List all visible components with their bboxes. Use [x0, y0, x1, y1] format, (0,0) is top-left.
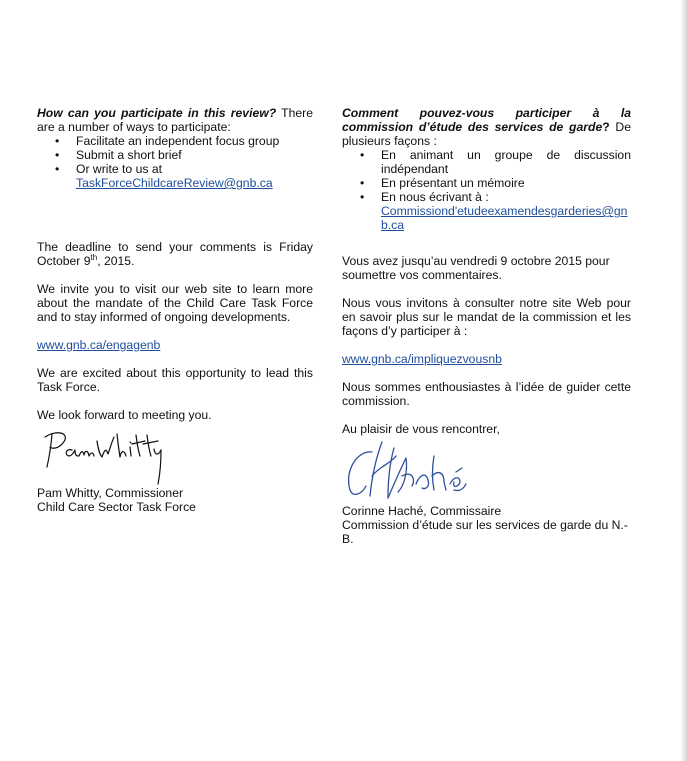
deadline-paragraph-fr: Vous avez jusqu’au vendredi 9 octobre 2015 pour soumettre vos commentaires. [342, 254, 610, 282]
signatory-name-en: Pam Whitty, Commissioner [37, 486, 184, 500]
participate-heading-en: How can you participate in this review? [37, 106, 277, 120]
deadline-suffix: th [90, 252, 98, 262]
deadline-paragraph-en [37, 240, 313, 268]
closing-paragraph-fr: Au plaisir de vous rencontrer, [342, 422, 500, 436]
signature-en [37, 422, 313, 486]
list-item: • Facilitate an independent focus group [76, 134, 313, 148]
web-link-fr[interactable]: www.gnb.ca/impliquezvousnb [342, 352, 502, 366]
web-link-en[interactable]: www.gnb.ca/engagenb [37, 338, 161, 352]
write-to-us-label-fr: En nous écrivant à : [381, 190, 489, 204]
email-link-en[interactable]: TaskForceChildcareReview@gnb.ca [76, 176, 273, 190]
signature-pam-whitty [37, 422, 187, 486]
email-link-fr[interactable]: Commissiond'etudeexamendesgarderies@gnb.ca [381, 204, 628, 232]
signature-corinne-hache [342, 436, 492, 504]
invite-paragraph-en: We invite you to visit our web site to learn more about the mandate of the Child Care Task Force and to stay informed of ongoing developments. [37, 282, 313, 324]
closing-paragraph-en: We look forward to meeting you. [37, 408, 212, 422]
signatory-title-en: Child Care Sector Task Force [37, 500, 196, 514]
participate-question-mark: ? [602, 120, 610, 134]
list-item: • Submit a short brief [76, 148, 313, 162]
french-column [342, 106, 631, 546]
participate-paragraph-en [37, 106, 313, 134]
signatory-title-fr: Commission d’étude sur les services de garde du N.-B. [342, 518, 628, 546]
ways-list-en [37, 134, 313, 190]
ways-list-fr [342, 148, 631, 232]
signatory-name-fr: Corinne Haché, Commissaire [342, 504, 502, 518]
web-link-paragraph-en [37, 338, 313, 352]
participate-paragraph-fr [342, 106, 631, 148]
write-to-us-label: Or write to us at [76, 162, 163, 176]
excited-paragraph-fr: Nous sommes enthousiastes à l’idée de guider cette commission. [342, 380, 631, 408]
web-link-paragraph-fr [342, 352, 631, 366]
participate-intro-en: There are a number of ways to participate: [37, 106, 313, 134]
list-item: • En animant un groupe de discussion indépendant [381, 148, 631, 176]
list-item [381, 190, 631, 232]
excited-paragraph-en: We are excited about this opportunity to lead this Task Force. [37, 366, 313, 394]
list-item: • En présentant un mémoire [381, 176, 631, 190]
invite-paragraph-fr: Nous vous invitons à consulter notre site Web pour en savoir plus sur le mandat de la commission et les façons d’y participer à : [342, 296, 631, 338]
english-column [37, 106, 313, 514]
participate-intro-fr: De plusieurs façons : [342, 120, 631, 148]
page-edge-shadow [680, 0, 687, 761]
signature-fr [342, 436, 631, 504]
deadline-text-en: The deadline to send your comments is Friday October 9 [37, 240, 313, 268]
deadline-year-en: , 2015. [97, 254, 135, 268]
list-item [76, 162, 313, 190]
participate-heading-fr: Comment pouvez-vous participer à la commission d’étude des services de garde [342, 106, 631, 134]
